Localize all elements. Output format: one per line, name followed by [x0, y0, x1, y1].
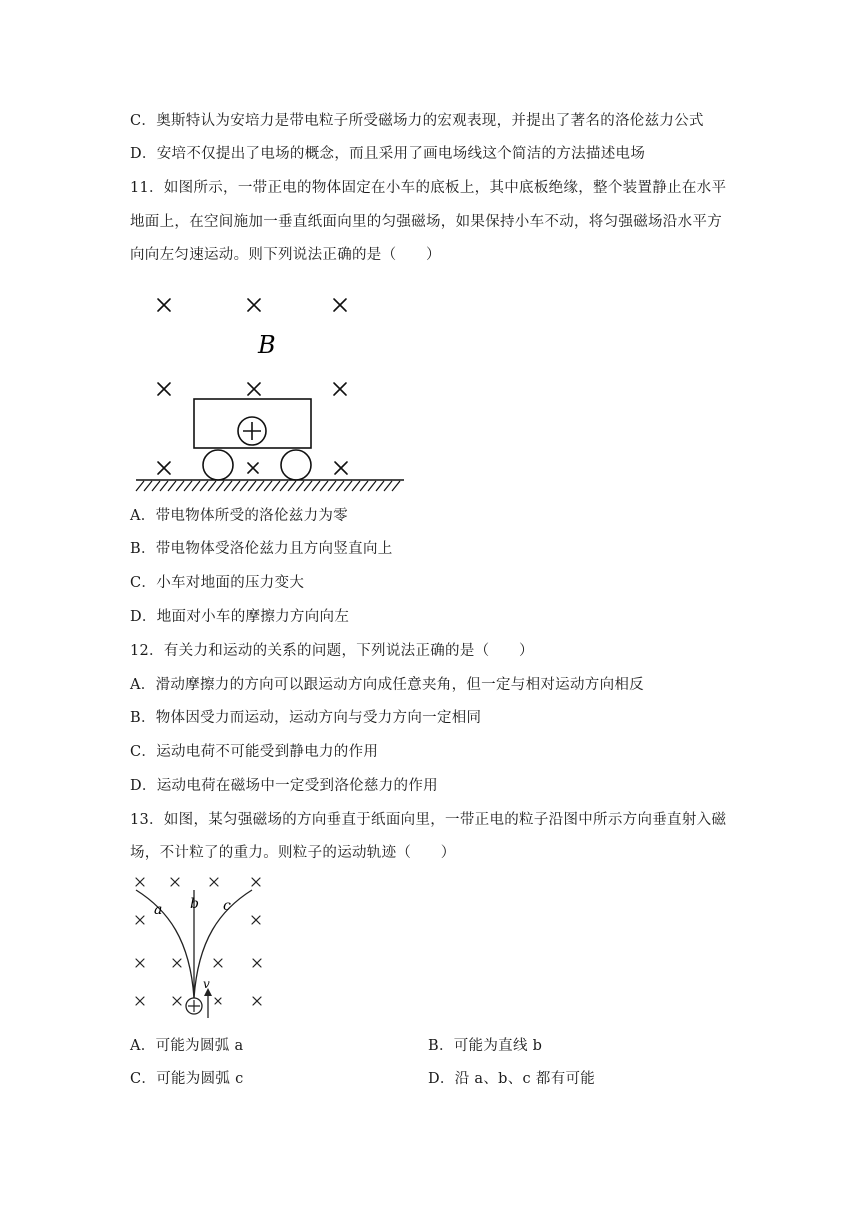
q12-stem: 12．有关力和运动的关系的问题，下列说法正确的是（ ）: [130, 643, 534, 659]
q11-stem-line-3: 向向左匀速运动。则下列说法正确的是（ ）: [130, 247, 441, 263]
q13-particle-trajectory-figure: [128, 870, 273, 1020]
q10-option-c: C．奥斯特认为安培力是带电粒子所受磁场力的宏观表现，并提出了著名的洛伦兹力公式: [130, 113, 704, 129]
q13-option-c: C．可能为圆弧 c: [130, 1071, 244, 1087]
positive-charge-icon: [238, 417, 266, 445]
q11-stem-line-1: 11．如图所示，一带正电的物体固定在小车的底板上，其中底板绝缘，整个装置静止在水平: [130, 180, 727, 196]
cart-wheel-right: [281, 450, 311, 480]
cart-wheel-left: [203, 450, 233, 480]
q11-stem-line-2: 地面上，在空间施加一垂直纸面向里的匀强磁场，如果保持小车不动，将匀强磁场沿水平方: [130, 214, 722, 230]
q11-option-a: A．带电物体所受的洛伦兹力为零: [130, 508, 348, 524]
q13-option-a: A．可能为圆弧 a: [130, 1038, 244, 1054]
label-c: c: [223, 898, 231, 914]
label-b: b: [190, 896, 199, 912]
velocity-arrow-icon: [204, 988, 212, 1018]
q11-cart-magnetic-field-figure: [130, 285, 410, 495]
q13-option-b: B．可能为直线 b: [428, 1038, 543, 1054]
q12-option-c: C．运动电荷不可能受到静电力的作用: [130, 744, 379, 760]
q13-option-d: D．沿 a、b、c 都有可能: [428, 1071, 596, 1087]
positive-particle-icon: [186, 998, 202, 1014]
q11-option-b: B．带电物体受洛伦兹力且方向竖直向上: [130, 541, 393, 557]
q12-option-d: D．运动电荷在磁场中一定受到洛伦慈力的作用: [130, 778, 438, 794]
q12-option-a: A．滑动摩擦力的方向可以跟运动方向成任意夹角，但一定与相对运动方向相反: [130, 677, 644, 693]
field-label-b: B: [258, 331, 276, 359]
q10-option-d: D．安培不仅提出了电场的概念，而且采用了画电场线这个简洁的方法描述电场: [130, 146, 646, 162]
q13-stem-line-2: 场，不计粒了的重力。则粒子的运动轨迹（ ）: [130, 845, 456, 861]
q13-stem-line-1: 13．如图，某匀强磁场的方向垂直于纸面向里，一带正电的粒子沿图中所示方向垂直射入磁: [130, 812, 727, 828]
label-a: a: [154, 902, 163, 918]
label-v: v: [203, 977, 210, 991]
q11-option-d: D．地面对小车的摩擦力方向向左: [130, 609, 350, 625]
trajectory-arc-a: [136, 890, 194, 998]
ground-hatching: [136, 480, 404, 491]
q12-option-b: B．物体因受力而运动，运动方向与受力方向一定相同: [130, 710, 482, 726]
q11-option-c: C．小车对地面的压力变大: [130, 575, 305, 591]
